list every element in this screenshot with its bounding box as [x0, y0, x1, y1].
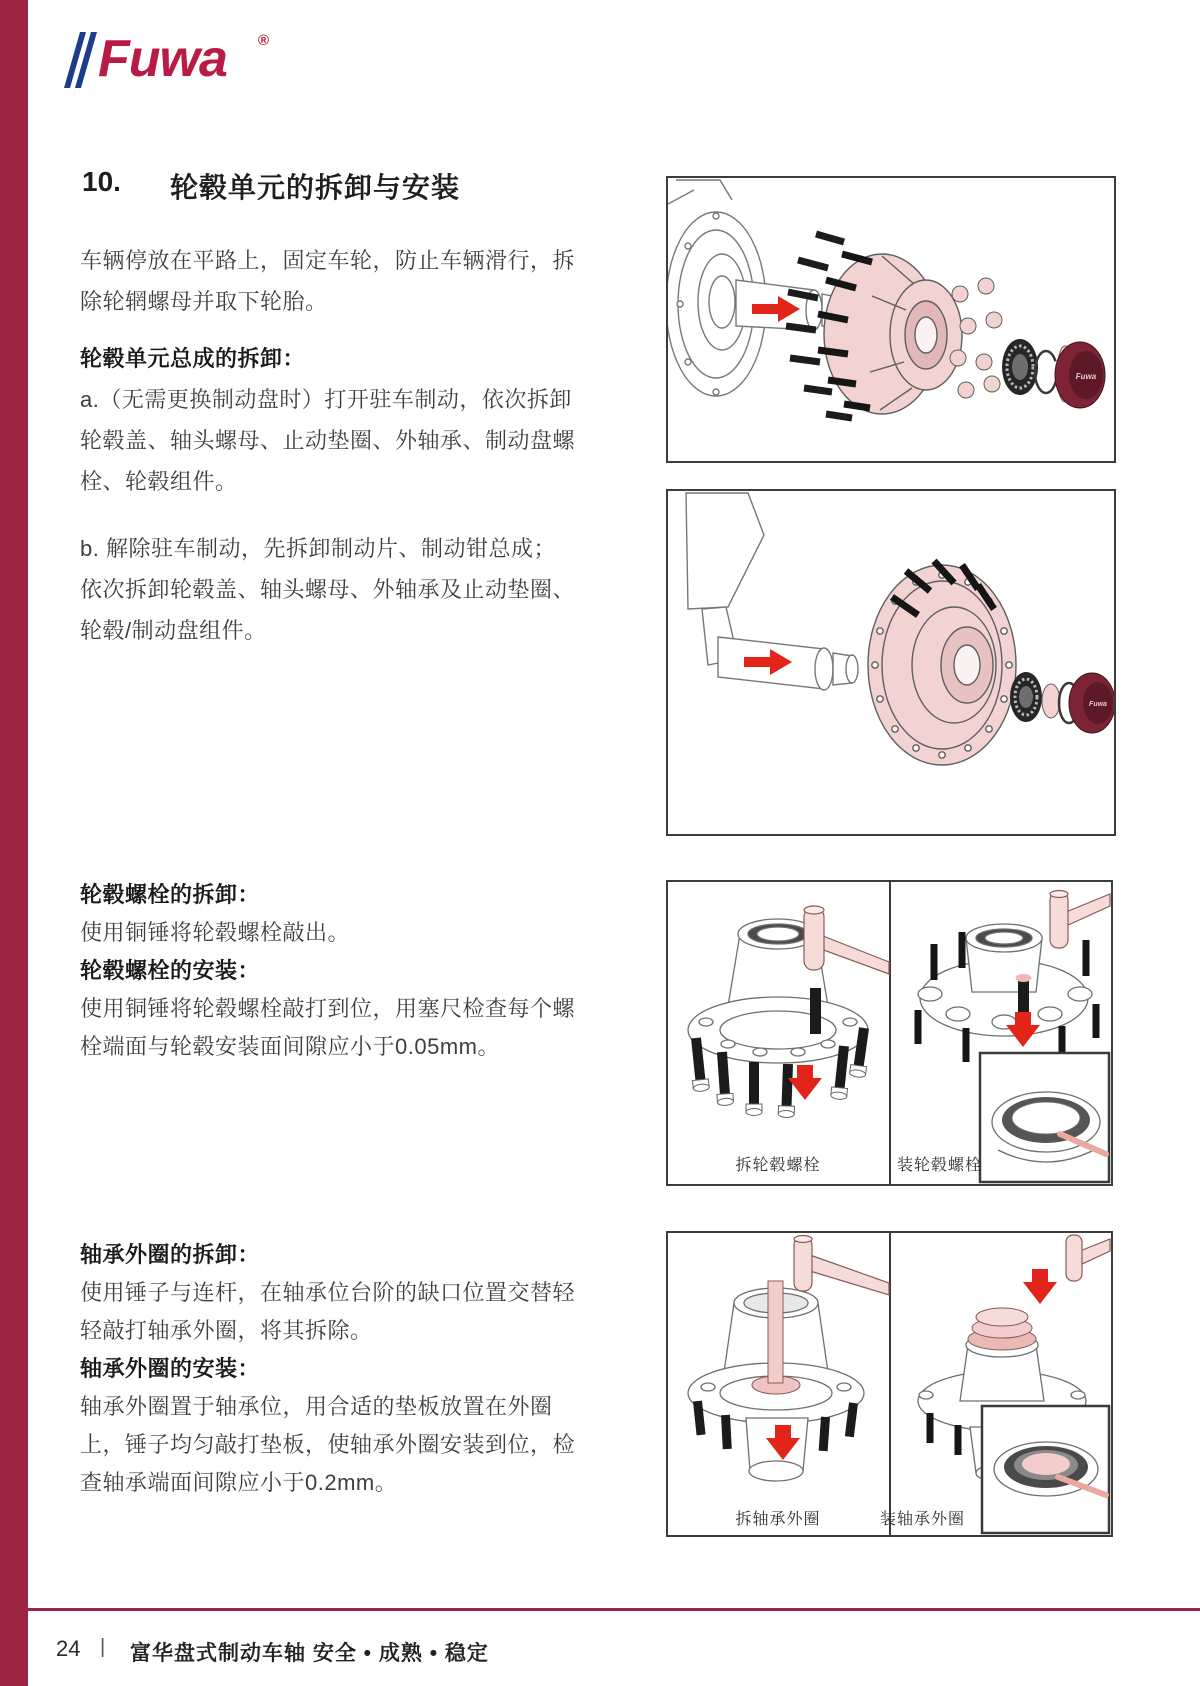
svg-text:Fuwa: Fuwa: [1089, 701, 1107, 708]
subsection-title: 轮毂螺栓的拆卸：: [80, 882, 261, 907]
copper-hammer: [804, 906, 889, 974]
arrow-down-icon: [1023, 1269, 1057, 1304]
hub-cap: [1069, 673, 1114, 733]
text-line: 轴承外圈置于轴承位，用合适的垫板放置在外圈: [80, 1394, 553, 1419]
text-line: 栓、轮毂组件。: [80, 469, 238, 494]
page-title: 轮毂单元的拆卸与安装: [170, 172, 461, 203]
hub-unit-removal-b: [80, 528, 575, 651]
text-line: b. 解除驻车制动，先拆卸制动片、制动钳总成；: [80, 536, 556, 561]
text-line: 依次拆卸轮毂盖、轴头螺母、外轴承及止动垫圈、: [80, 577, 576, 602]
subsection-title: 轮毂单元总成的拆卸：: [80, 346, 306, 371]
brake-disc-hub: [868, 565, 1016, 765]
hub-line-art: [688, 919, 868, 1063]
caption-bearing-install: 装轴承外圈: [880, 1511, 966, 1528]
footer-tagline: 富华盘式制动车轴 安全 • 成熟 • 稳定: [130, 1642, 489, 1665]
bolt-being-struck: [810, 988, 821, 1034]
hub-unit-removal-section: [80, 338, 575, 502]
axle-lock-nut: [1002, 339, 1038, 395]
hammer: [794, 1236, 889, 1296]
text-line: 栓端面与轮毂安装面间隙应小于0.05mm。: [80, 1034, 500, 1059]
feeler-gauge-inset: [980, 1053, 1109, 1182]
text-line: 使用锤子与连杆，在轴承位台阶的缺口位置交替轻: [80, 1280, 576, 1305]
logo-wordmark: Fuwa: [98, 30, 227, 88]
figure-hub-bolt: [666, 880, 1113, 1186]
intro-paragraph: [80, 240, 575, 322]
snap-ring: [1035, 351, 1057, 393]
text-line: a.（无需更换制动盘时）打开驻车制动，依次拆卸: [80, 387, 572, 412]
copper-hammer: [1050, 891, 1110, 949]
hub-cap: [1055, 342, 1105, 408]
caption-hub-bolt-install: 装轮毂螺栓: [897, 1157, 983, 1174]
bearing-cup-section: [80, 1236, 575, 1502]
left-brand-strip: [0, 0, 28, 1686]
drift-rod: [768, 1281, 783, 1383]
text-line: 除轮辋螺母并取下轮胎。: [80, 289, 328, 314]
arrow-down-icon: [788, 1065, 822, 1100]
logo-slashes-icon: [62, 26, 98, 92]
text-line: 上，锤子均匀敲打垫板，使轴承外圈安装到位，检: [80, 1432, 576, 1457]
text-line: 轮毂盖、轴头螺母、止动垫圈、外轴承、制动盘螺: [80, 428, 576, 453]
hub-body: [824, 254, 962, 414]
text-line: 使用铜锤将轮毂螺栓敲出。: [80, 920, 351, 945]
washer: [1042, 684, 1060, 718]
caption-hub-bolt-remove: 拆轮毂螺栓: [735, 1157, 821, 1174]
text-line: 使用铜锤将轮毂螺栓敲打到位，用塞尺检查每个螺: [80, 996, 576, 1021]
footer-rule: [28, 1608, 1200, 1611]
text-line: 轻敲打轴承外圈，将其拆除。: [80, 1318, 373, 1343]
registered-mark: ®: [258, 32, 270, 49]
hammer: [1066, 1235, 1110, 1281]
figure-hub-exploded-a: [666, 176, 1116, 463]
figure-bearing-cup: [666, 1231, 1113, 1537]
text-line: 查轴承端面间隙应小于0.2mm。: [80, 1470, 398, 1495]
caption-bearing-remove: 拆轴承外圈: [735, 1511, 821, 1528]
feeler-gauge-inset: [982, 1406, 1109, 1533]
fuwa-logo: [62, 26, 282, 98]
hub-bolt-section: [80, 876, 575, 1066]
axle-lock-nut: [1010, 672, 1042, 722]
section-number: 10.: [82, 166, 121, 197]
subsection-title: 轴承外圈的拆卸：: [80, 1242, 261, 1267]
page-number: 24: [56, 1636, 81, 1661]
footer-divider: |: [100, 1636, 106, 1658]
svg-text:Fuwa: Fuwa: [1075, 372, 1097, 381]
subsection-title: 轴承外圈的安装：: [80, 1356, 261, 1381]
bolt-head-pink: [1016, 974, 1032, 982]
pad-stack-pink: [968, 1308, 1036, 1350]
subsection-title: 轮毂螺栓的安装：: [80, 958, 261, 983]
figure-hub-exploded-b: [666, 489, 1116, 836]
text-line: 轮毂/制动盘组件。: [80, 618, 267, 643]
text-line: 车辆停放在平路上，固定车轮，防止车辆滑行，拆: [80, 248, 576, 273]
